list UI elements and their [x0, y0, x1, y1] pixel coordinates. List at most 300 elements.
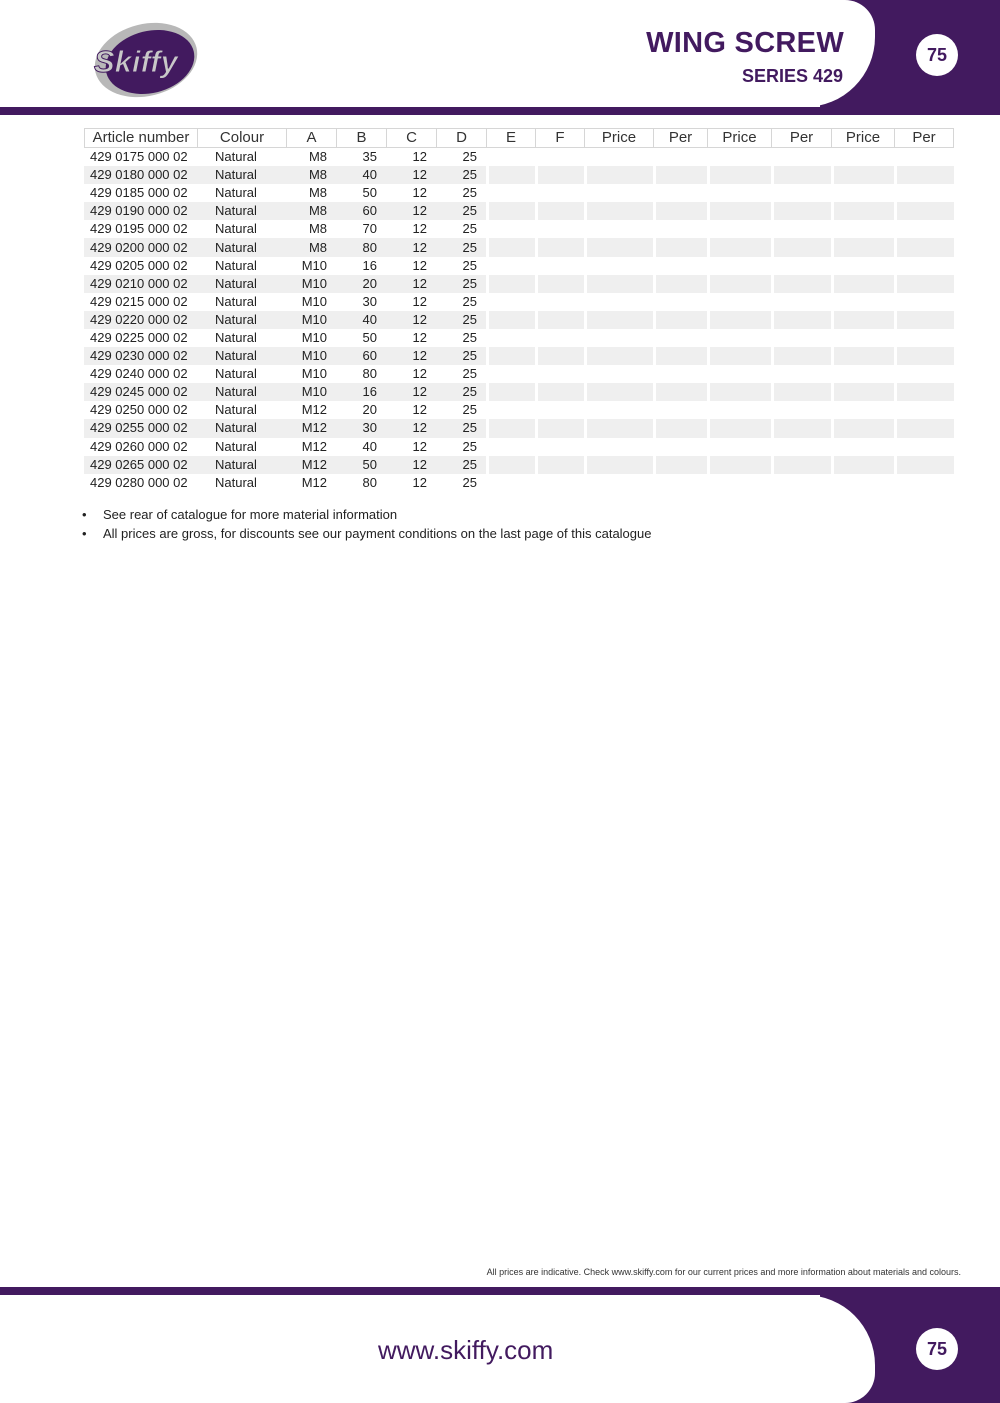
table-cell: M12: [301, 474, 327, 490]
empty-cell: [535, 148, 584, 166]
table-cell: Natural: [215, 402, 257, 418]
empty-cell: [486, 202, 535, 220]
table-cell: 12: [412, 329, 427, 345]
table-cell: Natural: [215, 474, 257, 490]
note-item: [82, 524, 651, 543]
column-header: A: [286, 128, 336, 148]
table-cell: Natural: [215, 221, 257, 237]
empty-cell: [894, 474, 954, 492]
table-cell: Natural: [197, 383, 286, 401]
table-cell: 429 0240 000 02: [90, 366, 188, 382]
table-cell: M10: [286, 275, 336, 293]
empty-cell: [831, 401, 894, 419]
empty-cell: [707, 238, 771, 256]
empty-cell: [771, 383, 831, 401]
empty-cell: [584, 275, 653, 293]
website-link[interactable]: www.skiffy.com: [378, 1335, 554, 1365]
empty-cell: [584, 238, 653, 256]
note-text: All prices are gross, for discounts see our payment conditions on the last page of this catalogue: [103, 526, 652, 541]
empty-cell: [771, 238, 831, 256]
empty-cell: [653, 238, 707, 256]
table-cell: 16: [336, 383, 386, 401]
page-number-badge: 75: [916, 34, 958, 76]
table-cell: 25: [462, 366, 477, 382]
table-cell: 30: [336, 419, 386, 437]
empty-cell: [831, 148, 894, 166]
table-cell: 12: [386, 202, 436, 220]
table-cell: 25: [436, 419, 486, 437]
empty-cell: [486, 148, 535, 166]
empty-cell: [831, 220, 894, 238]
empty-cell: [486, 311, 535, 329]
empty-cell: [653, 220, 707, 238]
empty-cell: [831, 311, 894, 329]
empty-cell: [535, 347, 584, 365]
column-header: Price: [584, 128, 653, 148]
table-cell: 20: [362, 402, 377, 418]
empty-cell: [535, 238, 584, 256]
empty-cell: [653, 275, 707, 293]
empty-cell: [894, 456, 954, 474]
empty-cell: [831, 238, 894, 256]
column-header: Price: [831, 128, 894, 148]
empty-cell: [831, 456, 894, 474]
table-cell: Natural: [197, 419, 286, 437]
table-cell: 429 0280 000 02: [90, 474, 188, 490]
empty-cell: [771, 293, 831, 311]
table-row: [84, 365, 954, 383]
empty-cell: [486, 419, 535, 437]
empty-cell: [653, 293, 707, 311]
table-row: [84, 419, 954, 437]
table-cell: 25: [462, 185, 477, 201]
empty-cell: [584, 347, 653, 365]
empty-cell: [707, 311, 771, 329]
empty-cell: [653, 257, 707, 275]
table-cell: 429 0250 000 02: [90, 402, 188, 418]
table-cell: Natural: [215, 329, 257, 345]
table-cell: Natural: [215, 149, 257, 165]
empty-cell: [894, 148, 954, 166]
table-row: [84, 311, 954, 329]
empty-cell: [894, 383, 954, 401]
empty-cell: [486, 474, 535, 492]
table-cell: Natural: [215, 438, 257, 454]
column-header: Article number: [84, 128, 197, 148]
empty-cell: [584, 438, 653, 456]
empty-cell: [771, 148, 831, 166]
table-cell: 429 0265 000 02: [84, 456, 197, 474]
table-cell: 25: [436, 456, 486, 474]
empty-cell: [584, 474, 653, 492]
empty-cell: [486, 329, 535, 347]
empty-cell: [535, 456, 584, 474]
table-cell: 25: [436, 202, 486, 220]
empty-cell: [584, 456, 653, 474]
empty-cell: [584, 329, 653, 347]
empty-cell: [486, 401, 535, 419]
empty-cell: [831, 293, 894, 311]
table-row: [84, 438, 954, 456]
empty-cell: [894, 166, 954, 184]
empty-cell: [486, 184, 535, 202]
empty-cell: [535, 202, 584, 220]
table-cell: M10: [286, 383, 336, 401]
empty-cell: [894, 220, 954, 238]
table-cell: 12: [412, 402, 427, 418]
empty-cell: [584, 220, 653, 238]
table-cell: 429 0175 000 02: [90, 149, 188, 165]
table-cell: 25: [436, 311, 486, 329]
table-row: [84, 474, 954, 492]
empty-cell: [771, 220, 831, 238]
table-cell: M10: [286, 311, 336, 329]
empty-cell: [894, 257, 954, 275]
empty-cell: [535, 257, 584, 275]
table-cell: 429 0190 000 02: [84, 202, 197, 220]
price-disclaimer: All prices are indicative. Check www.skiffy.com for our current prices and more information about materials and colours.: [486, 1267, 961, 1277]
table-cell: 429 0185 000 02: [90, 185, 188, 201]
empty-cell: [707, 202, 771, 220]
empty-cell: [584, 202, 653, 220]
table-row: [84, 220, 954, 238]
table-cell: M12: [286, 419, 336, 437]
table-cell: M8: [286, 238, 336, 256]
empty-cell: [831, 166, 894, 184]
empty-cell: [707, 438, 771, 456]
empty-cell: [707, 257, 771, 275]
empty-cell: [584, 148, 653, 166]
table-cell: 12: [412, 366, 427, 382]
empty-cell: [771, 166, 831, 184]
table-cell: Natural: [197, 456, 286, 474]
table-cell: 12: [386, 238, 436, 256]
empty-cell: [535, 419, 584, 437]
empty-cell: [486, 257, 535, 275]
table-cell: 35: [362, 149, 377, 165]
empty-cell: [771, 474, 831, 492]
empty-cell: [831, 275, 894, 293]
empty-cell: [535, 311, 584, 329]
empty-cell: [831, 347, 894, 365]
table-cell: M12: [301, 402, 327, 418]
table-cell: 12: [412, 293, 427, 309]
empty-cell: [535, 220, 584, 238]
table-cell: 25: [462, 438, 477, 454]
empty-cell: [771, 456, 831, 474]
empty-cell: [653, 474, 707, 492]
empty-cell: [707, 184, 771, 202]
empty-cell: [707, 383, 771, 401]
column-header: Per: [894, 128, 954, 148]
empty-cell: [894, 311, 954, 329]
empty-cell: [653, 456, 707, 474]
table-body: [84, 148, 954, 492]
empty-cell: [831, 329, 894, 347]
table-cell: Natural: [197, 238, 286, 256]
table-cell: Natural: [215, 293, 257, 309]
table-cell: M12: [301, 438, 327, 454]
table-cell: M10: [301, 293, 327, 309]
empty-cell: [584, 184, 653, 202]
table-cell: M10: [286, 347, 336, 365]
table-cell: 50: [336, 456, 386, 474]
column-header: F: [535, 128, 584, 148]
table-row: [84, 257, 954, 275]
table-cell: 429 0210 000 02: [84, 275, 197, 293]
table-row: [84, 456, 954, 474]
empty-cell: [653, 438, 707, 456]
empty-cell: [894, 365, 954, 383]
table-cell: 25: [462, 221, 477, 237]
empty-cell: [831, 474, 894, 492]
notes-list: [82, 505, 651, 543]
table-cell: M8: [286, 166, 336, 184]
empty-cell: [486, 293, 535, 311]
empty-cell: [486, 365, 535, 383]
empty-cell: [653, 329, 707, 347]
table-cell: 80: [362, 366, 377, 382]
empty-cell: [707, 148, 771, 166]
empty-cell: [653, 383, 707, 401]
empty-cell: [535, 401, 584, 419]
empty-cell: [831, 383, 894, 401]
empty-cell: [584, 166, 653, 184]
table-cell: 25: [462, 149, 477, 165]
table-cell: 25: [436, 347, 486, 365]
table-row: [84, 401, 954, 419]
empty-cell: [653, 166, 707, 184]
empty-cell: [707, 401, 771, 419]
column-header: Per: [653, 128, 707, 148]
table-cell: Natural: [197, 275, 286, 293]
empty-cell: [894, 401, 954, 419]
table-cell: 429 0220 000 02: [84, 311, 197, 329]
logo-text: Skiffy: [94, 44, 178, 79]
table-cell: Natural: [197, 347, 286, 365]
table-cell: 12: [412, 221, 427, 237]
table-cell: M10: [301, 366, 327, 382]
table-row: [84, 275, 954, 293]
table-cell: 50: [362, 329, 377, 345]
empty-cell: [535, 275, 584, 293]
empty-cell: [894, 438, 954, 456]
skiffy-logo: [90, 20, 205, 100]
table-cell: 429 0260 000 02: [90, 438, 188, 454]
table-cell: 12: [412, 438, 427, 454]
empty-cell: [535, 438, 584, 456]
empty-cell: [771, 275, 831, 293]
empty-cell: [831, 202, 894, 220]
table-cell: 12: [386, 347, 436, 365]
table-cell: 80: [336, 238, 386, 256]
table-cell: M12: [286, 456, 336, 474]
table-cell: 25: [436, 238, 486, 256]
table-cell: 50: [362, 185, 377, 201]
column-header: E: [486, 128, 535, 148]
empty-cell: [771, 311, 831, 329]
empty-cell: [584, 257, 653, 275]
table-row: [84, 148, 954, 166]
empty-cell: [653, 184, 707, 202]
table-row: [84, 329, 954, 347]
table-cell: Natural: [215, 257, 257, 273]
table-cell: Natural: [197, 166, 286, 184]
table-cell: 25: [436, 383, 486, 401]
empty-cell: [653, 311, 707, 329]
empty-cell: [707, 329, 771, 347]
empty-cell: [894, 184, 954, 202]
empty-cell: [707, 347, 771, 365]
table-cell: 25: [462, 474, 477, 490]
table-cell: 12: [412, 474, 427, 490]
empty-cell: [771, 329, 831, 347]
table-cell: 429 0245 000 02: [84, 383, 197, 401]
table-cell: Natural: [197, 202, 286, 220]
empty-cell: [894, 347, 954, 365]
empty-cell: [831, 365, 894, 383]
column-header: B: [336, 128, 386, 148]
table-cell: Natural: [197, 311, 286, 329]
table-row: [84, 238, 954, 256]
table-cell: 30: [362, 293, 377, 309]
empty-cell: [831, 419, 894, 437]
note-text: See rear of catalogue for more material information: [103, 507, 398, 522]
table-cell: Natural: [215, 185, 257, 201]
column-header: Colour: [197, 128, 286, 148]
empty-cell: [535, 166, 584, 184]
table-row: [84, 347, 954, 365]
empty-cell: [486, 166, 535, 184]
empty-cell: [653, 347, 707, 365]
table-cell: 16: [362, 257, 377, 273]
empty-cell: [535, 383, 584, 401]
empty-cell: [771, 401, 831, 419]
table-cell: 25: [462, 257, 477, 273]
empty-cell: [707, 166, 771, 184]
empty-cell: [894, 293, 954, 311]
table-cell: 12: [386, 275, 436, 293]
column-header: D: [436, 128, 486, 148]
table-row: [84, 293, 954, 311]
table-cell: 12: [386, 419, 436, 437]
table-cell: 40: [336, 166, 386, 184]
empty-cell: [894, 329, 954, 347]
empty-cell: [486, 456, 535, 474]
column-header: C: [386, 128, 436, 148]
empty-cell: [653, 365, 707, 383]
table-cell: 25: [436, 275, 486, 293]
table-row: [84, 166, 954, 184]
table-row: [84, 184, 954, 202]
table-cell: 60: [336, 202, 386, 220]
table-cell: M8: [286, 202, 336, 220]
table-cell: 40: [362, 438, 377, 454]
empty-cell: [771, 184, 831, 202]
empty-cell: [584, 365, 653, 383]
empty-cell: [535, 329, 584, 347]
table-cell: 429 0205 000 02: [90, 257, 188, 273]
empty-cell: [707, 474, 771, 492]
table-cell: 12: [412, 149, 427, 165]
bullet-icon: •: [82, 507, 87, 522]
empty-cell: [535, 293, 584, 311]
table-cell: 25: [462, 402, 477, 418]
empty-cell: [771, 347, 831, 365]
empty-cell: [831, 257, 894, 275]
empty-cell: [894, 275, 954, 293]
table-cell: M10: [301, 257, 327, 273]
table-cell: M8: [308, 185, 327, 201]
empty-cell: [771, 419, 831, 437]
table-row: [84, 202, 954, 220]
table-cell: 12: [386, 383, 436, 401]
empty-cell: [535, 184, 584, 202]
table-cell: 70: [362, 221, 377, 237]
table-cell: 12: [412, 185, 427, 201]
empty-cell: [771, 365, 831, 383]
empty-cell: [486, 347, 535, 365]
empty-cell: [535, 365, 584, 383]
table-row: [84, 383, 954, 401]
table-cell: Natural: [215, 366, 257, 382]
empty-cell: [584, 401, 653, 419]
bullet-icon: •: [82, 526, 87, 541]
table-cell: 429 0215 000 02: [90, 293, 188, 309]
empty-cell: [653, 419, 707, 437]
table-cell: 40: [336, 311, 386, 329]
footer-page-number-badge: 75: [916, 1328, 958, 1370]
table-cell: 429 0230 000 02: [84, 347, 197, 365]
table-cell: M8: [308, 149, 327, 165]
empty-cell: [486, 438, 535, 456]
header-divider: [0, 107, 1000, 115]
empty-cell: [894, 202, 954, 220]
empty-cell: [653, 148, 707, 166]
column-header: Price: [707, 128, 771, 148]
table-cell: M10: [301, 329, 327, 345]
empty-cell: [486, 220, 535, 238]
empty-cell: [653, 401, 707, 419]
empty-cell: [894, 238, 954, 256]
table-cell: M8: [308, 221, 327, 237]
empty-cell: [771, 257, 831, 275]
table-cell: 20: [336, 275, 386, 293]
table-header-row: [84, 128, 954, 148]
empty-cell: [771, 438, 831, 456]
table-cell: 25: [462, 293, 477, 309]
empty-cell: [707, 293, 771, 311]
empty-cell: [486, 383, 535, 401]
note-item: [82, 505, 651, 524]
empty-cell: [707, 456, 771, 474]
empty-cell: [653, 202, 707, 220]
table-cell: 429 0200 000 02: [84, 238, 197, 256]
table-cell: 429 0255 000 02: [84, 419, 197, 437]
table-cell: 60: [336, 347, 386, 365]
empty-cell: [707, 220, 771, 238]
empty-cell: [535, 474, 584, 492]
page-title: WING SCREW: [646, 27, 844, 59]
series-subtitle: SERIES 429: [741, 66, 843, 86]
table-cell: 429 0180 000 02: [84, 166, 197, 184]
column-header: Per: [771, 128, 831, 148]
table-cell: 25: [462, 329, 477, 345]
table-cell: 429 0195 000 02: [90, 221, 188, 237]
empty-cell: [486, 238, 535, 256]
table-cell: 12: [412, 257, 427, 273]
table-cell: 12: [386, 166, 436, 184]
